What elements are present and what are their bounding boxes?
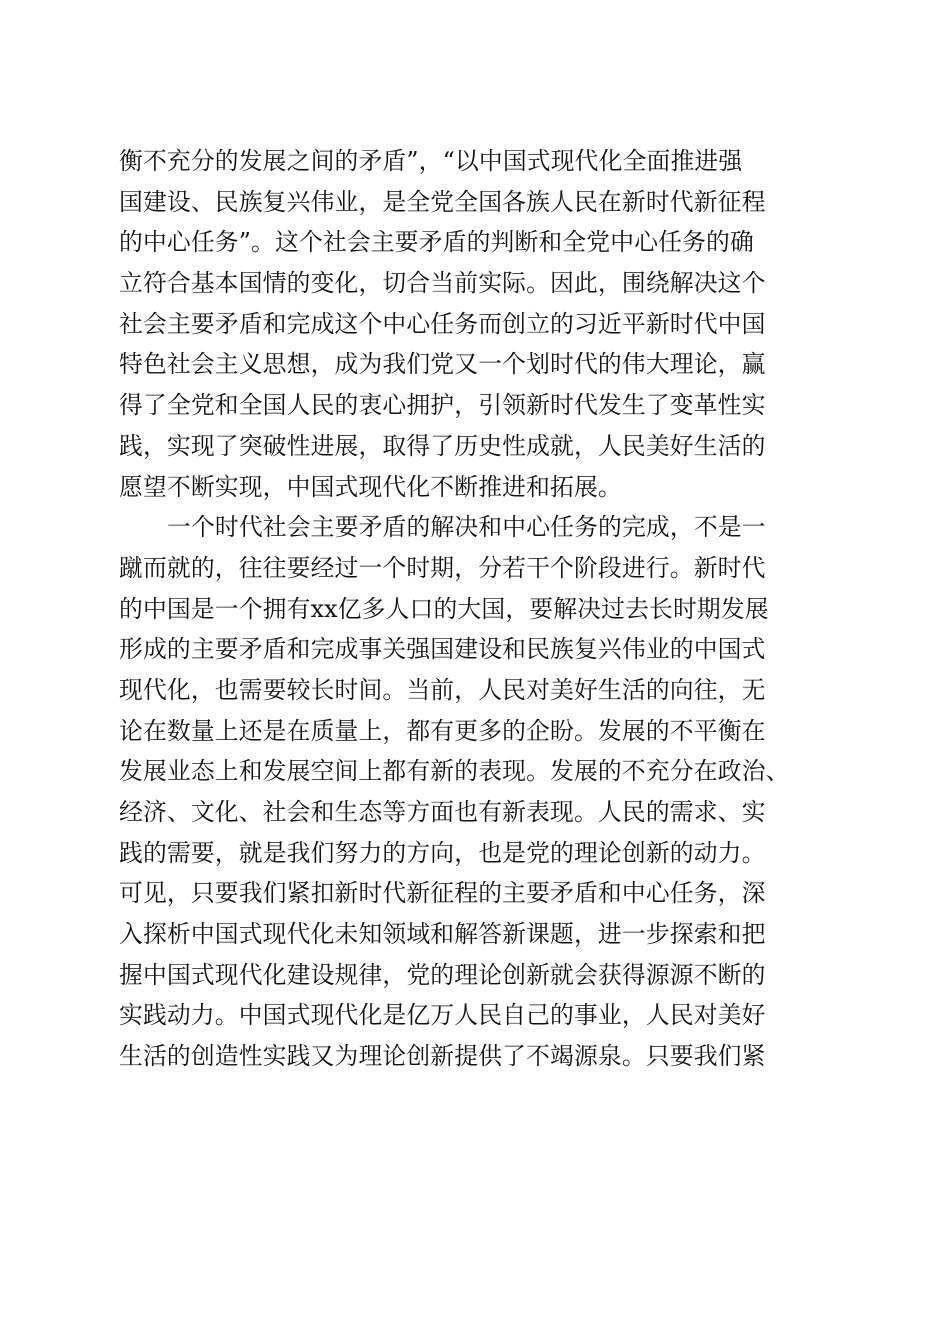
paragraph-line: 蹴而就的，往往要经过一个时期，分若干个阶段进行。新时代 (119, 553, 766, 582)
paragraph-line: 践的需要，就是我们努力的方向，也是党的理论创新的动力。 (119, 838, 766, 867)
paragraph-line: 国建设、民族复兴伟业，是全党全国各族人民在新时代新征程 (119, 187, 766, 216)
paragraph-line: 立符合基本国情的变化，切合当前实际。因此，围绕解决这个 (119, 269, 766, 298)
paragraph-line: 现代化，也需要较长时间。当前，人民对美好生活的向往，无 (119, 675, 766, 704)
paragraph-first-line: 一个时代社会主要矛盾的解决和中心任务的完成，不是一 (167, 513, 766, 542)
paragraph-line: 入探析中国式现代化未知领域和解答新课题，进一步探索和把 (119, 920, 766, 949)
paragraph-line: 特色社会主义思想，成为我们党又一个划时代的伟大理论，赢 (119, 350, 766, 379)
paragraph-line: 可见，只要我们紧扣新时代新征程的主要矛盾和中心任务，深 (119, 879, 766, 908)
document-body (119, 141, 839, 1077)
paragraph-line: 的中国是一个拥有xx亿多人口的大国，要解决过去长时期发展 (119, 594, 769, 623)
paragraph-1 (119, 141, 839, 507)
paragraph-2 (119, 507, 839, 1077)
paragraph-line: 握中国式现代化建设规律，党的理论创新就会获得源源不断的 (119, 960, 766, 989)
paragraph-line: 经济、文化、社会和生态等方面也有新表现。人民的需求、实 (119, 798, 766, 826)
paragraph-line: 践，实现了突破性进展，取得了历史性成就，人民美好生活的 (119, 431, 766, 460)
paragraph-line: 社会主要矛盾和完成这个中心任务而创立的习近平新时代中国 (119, 309, 766, 338)
paragraph-line: 发展业态上和发展空间上都有新的表现。发展的不充分在政治、 (119, 757, 790, 786)
paragraph-line: 愿望不断实现，中国式现代化不断推进和拓展。 (119, 472, 622, 501)
paragraph-line: 实践动力。中国式现代化是亿万人民自己的事业，人民对美好 (119, 1001, 766, 1030)
paragraph-line: 生活的创造性实践又为理论创新提供了不竭源泉。只要我们紧 (119, 1042, 766, 1071)
paragraph-line: 衡不充分的发展之间的矛盾”，“以中国式现代化全面推进强 (119, 147, 743, 175)
paragraph-line: 形成的主要矛盾和完成事关强国建设和民族复兴伟业的中国式 (119, 635, 766, 664)
paragraph-line: 论在数量上还是在质量上，都有更多的企盼。发展的不平衡在 (119, 716, 766, 745)
paragraph-line: 的中心任务”。这个社会主要矛盾的判断和全党中心任务的确 (119, 228, 754, 257)
paragraph-line: 得了全党和全国人民的衷心拥护，引领新时代发生了变革性实 (119, 391, 766, 420)
